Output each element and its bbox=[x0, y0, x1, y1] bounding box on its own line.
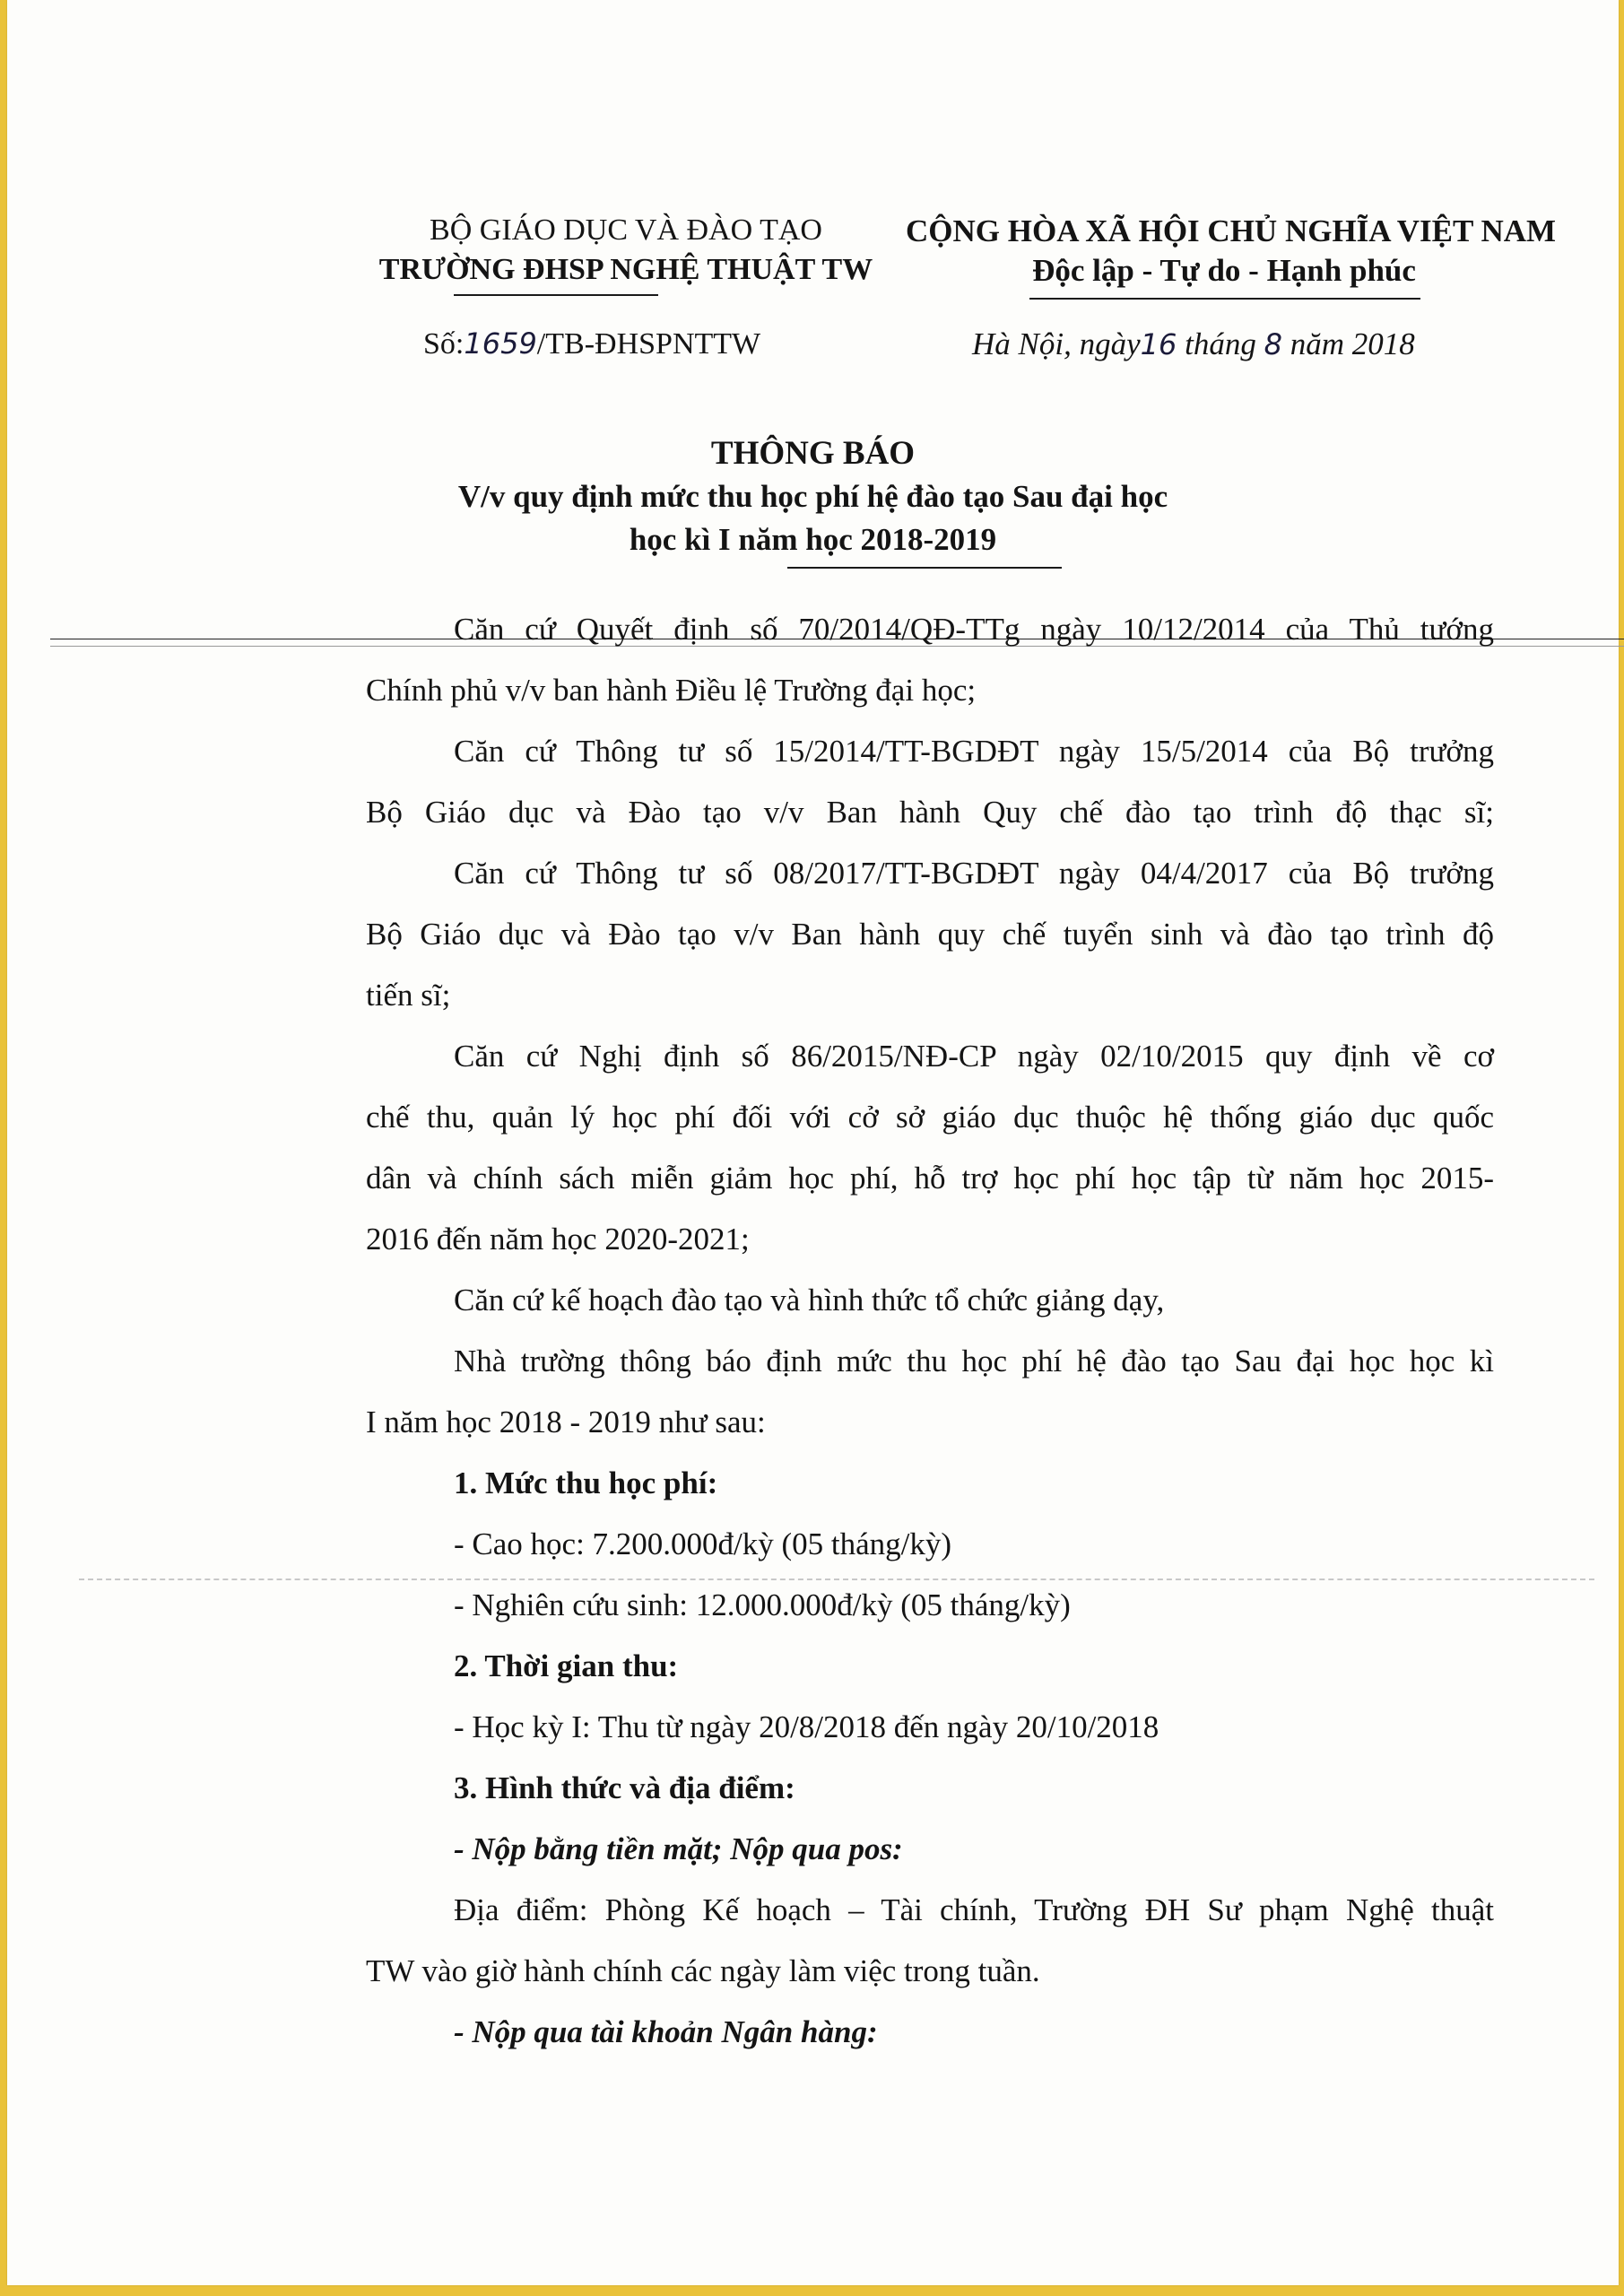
paragraph-3-line-2: Bộ Giáo dục và Đào tạo v/v Ban hành quy chế tuyển sinh và đào tạo trình độ bbox=[366, 917, 1494, 952]
paragraph-1-line-1: Căn cứ Quyết định số 70/2014/QĐ-TTg ngày 10/12/2014 của Thủ tướng bbox=[454, 612, 1494, 647]
paragraph-6-line-2: I năm học 2018 - 2019 như sau: bbox=[366, 1405, 766, 1439]
section-1-item-1: - Cao học: 7.200.000đ/kỳ (05 tháng/kỳ) bbox=[454, 1526, 952, 1561]
paragraph-4-line-2: chế thu, quản lý học phí đối với cở sở giáo dục thuộc hệ thống giáo dục quốc bbox=[366, 1100, 1494, 1135]
year-label: năm 2018 bbox=[1290, 326, 1415, 361]
title-underline bbox=[787, 567, 1062, 569]
national-motto: Độc lập - Tự do - Hạnh phúc bbox=[1032, 253, 1416, 288]
school-underline bbox=[454, 294, 658, 296]
document-subject-line1: V/v quy định mức thu học phí hệ đào tạo Sau đại học bbox=[457, 479, 1168, 514]
scan-dash-line bbox=[79, 1578, 1594, 1580]
motto-underline bbox=[1029, 298, 1420, 300]
section-3-place-line-2: TW vào giờ hành chính các ngày làm việc trong tuần. bbox=[366, 1953, 1040, 1988]
day-handwritten: 16 bbox=[1140, 327, 1177, 361]
place-date-prefix: Hà Nội, ngày bbox=[972, 326, 1141, 361]
ref-suffix: /TB-ĐHSPNTTW bbox=[536, 327, 761, 361]
month-handwritten: 8 bbox=[1264, 327, 1282, 361]
school-name: TRƯỜNG ĐHSP NGHỆ THUẬT TW bbox=[378, 253, 873, 286]
document-title: THÔNG BÁO bbox=[710, 435, 916, 472]
document-subject-line2: học kì I năm học 2018-2019 bbox=[629, 522, 997, 557]
section-3-place-line-1: Địa điểm: Phòng Kế hoạch – Tài chính, Trường ĐH Sư phạm Nghệ thuật bbox=[454, 1892, 1494, 1927]
month-label: tháng bbox=[1185, 326, 1256, 361]
ref-number-handwritten: 1659 bbox=[464, 326, 537, 361]
place-date bbox=[972, 326, 1415, 362]
section-3-heading: 3. Hình thức và địa điểm: bbox=[454, 1770, 795, 1805]
paragraph-6-line-1: Nhà trường thông báo định mức thu học phí hệ đào tạo Sau đại học học kì bbox=[454, 1344, 1494, 1378]
paragraph-4-line-3: dân và chính sách miễn giảm học phí, hỗ trợ học phí học tập từ năm học 2015- bbox=[366, 1161, 1494, 1196]
section-2-heading: 2. Thời gian thu: bbox=[454, 1648, 679, 1683]
section-2-item-1: - Học kỳ I: Thu từ ngày 20/8/2018 đến ngày 20/10/2018 bbox=[454, 1709, 1159, 1744]
paragraph-1-line-2: Chính phủ v/v ban hành Điều lệ Trường đại học; bbox=[366, 673, 977, 708]
paragraph-4-line-4: 2016 đến năm học 2020-2021; bbox=[366, 1222, 750, 1257]
ref-prefix: Số: bbox=[423, 327, 465, 361]
reference-number bbox=[423, 326, 760, 361]
paragraph-2-line-2: Bộ Giáo dục và Đào tạo v/v Ban hành Quy chế đào tạo trình độ thạc sĩ; bbox=[366, 795, 1494, 830]
ministry-name: BỘ GIÁO DỤC VÀ ĐÀO TẠO bbox=[430, 213, 822, 247]
section-1-heading: 1. Mức thu học phí: bbox=[454, 1465, 718, 1500]
paragraph-3-line-1: Căn cứ Thông tư số 08/2017/TT-BGDĐT ngày 04/4/2017 của Bộ trưởng bbox=[454, 856, 1494, 891]
nation-name: CỘNG HÒA XÃ HỘI CHỦ NGHĨA VIỆT NAM bbox=[906, 213, 1557, 248]
paragraph-3-line-3: tiến sĩ; bbox=[366, 978, 451, 1013]
document-page bbox=[7, 0, 1619, 2285]
section-3-bank-transfer: - Nộp qua tài khoản Ngân hàng: bbox=[454, 2014, 878, 2049]
section-3-cash-pos: - Nộp bằng tiền mặt; Nộp qua pos: bbox=[454, 1831, 903, 1866]
paragraph-4-line-1: Căn cứ Nghị định số 86/2015/NĐ-CP ngày 02/10/2015 quy định về cơ bbox=[454, 1039, 1494, 1074]
section-1-item-2: - Nghiên cứu sinh: 12.000.000đ/kỳ (05 tháng/kỳ) bbox=[454, 1587, 1071, 1622]
paragraph-5: Căn cứ kế hoạch đào tạo và hình thức tổ chức giảng dạy, bbox=[454, 1283, 1165, 1318]
paragraph-2-line-1: Căn cứ Thông tư số 15/2014/TT-BGDĐT ngày 15/5/2014 của Bộ trưởng bbox=[454, 734, 1494, 769]
